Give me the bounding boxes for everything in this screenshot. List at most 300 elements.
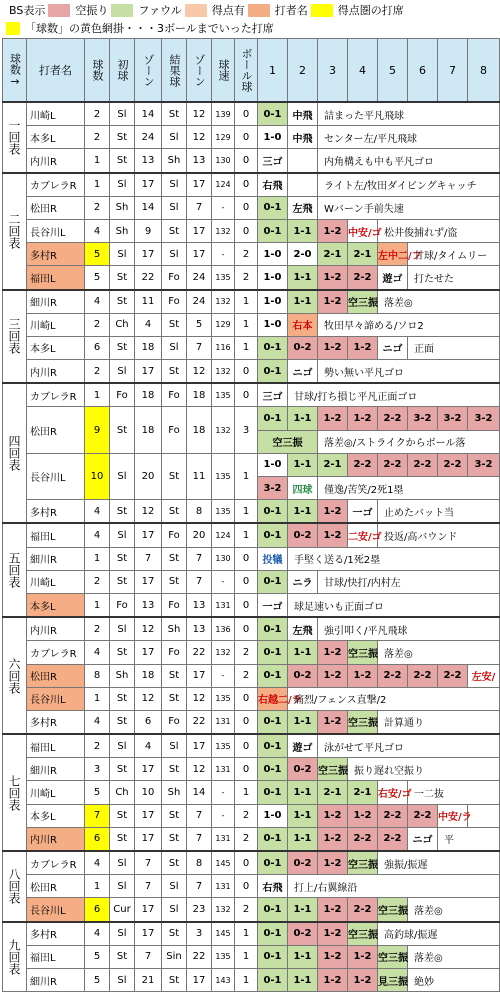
batter-name: 多村R xyxy=(27,500,85,524)
legend-bs: BS表示 xyxy=(9,3,46,17)
pitch-speed: 132 xyxy=(212,407,235,453)
zone-first: 12 xyxy=(135,687,162,710)
result-comment: 球足速いも正面ゴロ xyxy=(288,593,500,617)
ball-count: 1 xyxy=(235,945,258,968)
first-pitch: Sl xyxy=(110,875,135,898)
count-cell: 空三振 xyxy=(348,851,378,875)
inning-label: 九回表 xyxy=(3,922,27,992)
pitch-speed: 124 xyxy=(212,173,235,197)
pitch-count: 2 xyxy=(85,360,110,384)
count-cell: 0-1 xyxy=(258,641,288,664)
ball-count: 0 xyxy=(235,710,258,734)
zone-first: 17 xyxy=(135,827,162,851)
pitch-count: 1 xyxy=(85,687,110,710)
result-comment: センター左/平凡飛球 xyxy=(318,126,500,149)
walk-result: 四球 xyxy=(288,477,318,500)
table-row xyxy=(3,687,500,710)
header-col-1: 1 xyxy=(258,39,288,103)
count-cell: 0-1 xyxy=(258,781,288,804)
zone-result: 17 xyxy=(187,664,212,687)
inning-label: 三回表 xyxy=(3,290,27,384)
ball-count: 1 xyxy=(235,922,258,946)
count-cell: 0-2 xyxy=(288,851,318,875)
legend-row-1 xyxy=(6,2,407,18)
zone-result: 18 xyxy=(187,383,212,407)
pitch-count: 6 xyxy=(85,898,110,922)
batter-name: 内川R xyxy=(27,149,85,173)
result-pitch: St xyxy=(162,547,187,570)
table-row xyxy=(3,875,500,898)
header-col-2: 2 xyxy=(288,39,318,103)
count-cell: 2-2 xyxy=(378,407,408,430)
ball-count: 0 xyxy=(235,126,258,149)
count-cell: 2-1 xyxy=(318,781,348,804)
pitch-table xyxy=(2,38,500,992)
result-comment: ライト左/牧田ダイビングキャッチ xyxy=(318,173,500,197)
count-cell: 中飛 xyxy=(288,126,318,149)
count-cell: 0-1 xyxy=(258,664,288,687)
count-cell: 空三振 xyxy=(348,641,378,664)
count-cell: 3-2 xyxy=(408,407,438,430)
count-cell: 1-1 xyxy=(288,827,318,851)
count-cell: 1-2 xyxy=(318,968,348,991)
zone-result: 24 xyxy=(187,266,212,290)
count-cell: 2-2 xyxy=(408,664,438,687)
table-body xyxy=(3,102,500,992)
first-pitch: Sl xyxy=(110,523,135,547)
count-cell: 1-2 xyxy=(318,641,348,664)
zone-result: 12 xyxy=(187,687,212,710)
first-pitch: St xyxy=(110,687,135,710)
ball-count: 1 xyxy=(235,500,258,524)
legend-batter: 打者名 xyxy=(274,3,308,17)
legend-row-2 xyxy=(6,20,277,36)
result-pitch: Sl xyxy=(162,875,187,898)
result-comment: 落差◎ xyxy=(408,945,500,968)
result-comment: 高釣球/振遅 xyxy=(378,922,500,946)
count-cell: 0-1 xyxy=(258,710,288,734)
pitch-speed: 129 xyxy=(212,313,235,336)
inning-label: 二回表 xyxy=(3,173,27,290)
first-pitch: St xyxy=(110,336,135,359)
count-cell: 遊ゴ xyxy=(378,266,408,290)
first-pitch: St xyxy=(110,290,135,314)
count-cell: 2-2 xyxy=(348,453,378,476)
pitch-count: 1 xyxy=(85,173,110,197)
count-cell: 1-2 xyxy=(348,407,378,430)
ball-count: 3 xyxy=(235,407,258,453)
zone-result: 20 xyxy=(187,523,212,547)
batter-name: 本多L xyxy=(27,126,85,149)
count-cell: 3-2 xyxy=(258,477,288,500)
count-cell: 2-1 xyxy=(318,453,348,476)
zone-first: 7 xyxy=(135,945,162,968)
table-row xyxy=(3,219,500,242)
pitch-count: 4 xyxy=(85,290,110,314)
legend-3ball-swatch xyxy=(6,22,20,35)
count-cell: 2-2 xyxy=(348,266,378,290)
zone-first: 17 xyxy=(135,641,162,664)
table-row xyxy=(3,102,500,126)
result-pitch: St xyxy=(162,804,187,827)
zone-first: 17 xyxy=(135,922,162,946)
batter-name: 長谷川L xyxy=(27,453,85,499)
first-pitch: Sl xyxy=(110,453,135,499)
strikeout-result: 空三振 xyxy=(258,430,318,453)
count-cell: 1-0 xyxy=(258,243,288,266)
count-cell: 右飛 xyxy=(258,173,288,197)
table-row xyxy=(3,641,500,664)
pitch-count: 6 xyxy=(85,336,110,359)
ball-count: 0 xyxy=(235,570,258,593)
batter-name: カブレラR xyxy=(27,383,85,407)
count-cell: 1-0 xyxy=(258,804,288,827)
pitch-speed: - xyxy=(212,804,235,827)
count-cell: 0-1 xyxy=(258,898,288,922)
pitch-speed: 143 xyxy=(212,968,235,991)
zone-result: 11 xyxy=(187,453,212,499)
legend-risp-swatch xyxy=(311,4,333,17)
zone-first: 18 xyxy=(135,336,162,359)
ball-count: 0 xyxy=(235,219,258,242)
legend-score: 得点有 xyxy=(211,3,245,17)
pitch-speed: 145 xyxy=(212,922,235,946)
table-row xyxy=(3,453,500,476)
batter-name: カブレラR xyxy=(27,173,85,197)
pitch-speed: 116 xyxy=(212,336,235,359)
pitch-speed: 131 xyxy=(212,827,235,851)
first-pitch: Sl xyxy=(110,734,135,758)
count-cell: 1-1 xyxy=(288,804,318,827)
zone-result: 8 xyxy=(187,851,212,875)
zone-result: 13 xyxy=(187,149,212,173)
pitch-speed: 129 xyxy=(212,126,235,149)
legend-batter-swatch xyxy=(248,4,270,17)
count-cell: 空三振 xyxy=(348,290,378,314)
ball-count: 2 xyxy=(235,898,258,922)
table-row xyxy=(3,968,500,991)
result-comment: 打たせた xyxy=(408,266,500,290)
result-pitch: Sl xyxy=(162,126,187,149)
pitch-count: 5 xyxy=(85,968,110,991)
ball-count: 0 xyxy=(235,758,258,781)
count-cell: 1-0 xyxy=(258,266,288,290)
ball-count: 0 xyxy=(235,360,258,384)
batter-name: 細川R xyxy=(27,758,85,781)
header-col-7: 7 xyxy=(438,39,468,103)
count-cell: 1-2 xyxy=(318,710,348,734)
batter-name: カブレラR xyxy=(27,641,85,664)
pitch-speed: 136 xyxy=(212,617,235,641)
count-cell: 1-1 xyxy=(288,710,318,734)
pitch-count: 3 xyxy=(85,758,110,781)
header-zone: ゾーン xyxy=(135,39,162,103)
result-comment: 止めたバット当 xyxy=(378,500,500,524)
first-pitch: St xyxy=(110,945,135,968)
zone-result: 7 xyxy=(187,804,212,827)
first-pitch: Sh xyxy=(110,664,135,687)
ball-count: 2 xyxy=(235,804,258,827)
result-comment: 落差◎/ストライクからボール落 xyxy=(318,430,500,453)
count-cell: 1-2 xyxy=(318,664,348,687)
table-row xyxy=(3,617,500,641)
count-cell: 左安/ xyxy=(468,664,500,687)
pitch-count: 1 xyxy=(85,593,110,617)
result-comment: 振り遅れ空振り xyxy=(348,758,500,781)
table-row xyxy=(3,149,500,173)
pitch-count: 2 xyxy=(85,126,110,149)
pitch-speed: 132 xyxy=(212,219,235,242)
first-pitch: St xyxy=(110,266,135,290)
zone-first: 13 xyxy=(135,149,162,173)
inning-label: 五回表 xyxy=(3,523,27,617)
first-pitch: Ch xyxy=(110,313,135,336)
zone-first: 17 xyxy=(135,243,162,266)
table-row xyxy=(3,126,500,149)
pitch-speed: 135 xyxy=(212,734,235,758)
batter-name: 本多L xyxy=(27,593,85,617)
zone-result: 5 xyxy=(187,313,212,336)
batter-name: 川崎L xyxy=(27,781,85,804)
zone-first: 7 xyxy=(135,875,162,898)
pitch-speed: - xyxy=(212,243,235,266)
table-row xyxy=(3,664,500,687)
result-pitch: Fo xyxy=(162,407,187,453)
ball-count: 2 xyxy=(235,664,258,687)
count-cell: 0-1 xyxy=(258,360,288,384)
zone-first: 7 xyxy=(135,547,162,570)
pitch-count: 4 xyxy=(85,710,110,734)
batter-name: 松田R xyxy=(27,407,85,453)
table-row xyxy=(3,173,500,197)
pitch-count: 4 xyxy=(85,851,110,875)
table-row xyxy=(3,500,500,524)
count-cell: 0-1 xyxy=(258,758,288,781)
zone-result: 7 xyxy=(187,336,212,359)
pitch-speed: 135 xyxy=(212,383,235,407)
count-cell: 0-1 xyxy=(258,336,288,359)
count-cell: 右越二/ラ xyxy=(258,687,288,710)
result-pitch: Fo xyxy=(162,641,187,664)
count-cell: 1-0 xyxy=(258,453,288,476)
result-comment: 内角構えも中も平凡ゴロ xyxy=(318,149,500,173)
pitch-speed: 131 xyxy=(212,875,235,898)
batter-name: 松田R xyxy=(27,664,85,687)
table-row xyxy=(3,360,500,384)
count-cell: 左飛 xyxy=(288,617,318,641)
pitch-speed: 135 xyxy=(212,500,235,524)
first-pitch: St xyxy=(110,804,135,827)
first-pitch: Sh xyxy=(110,219,135,242)
count-cell: 一ゴ xyxy=(348,500,378,524)
pitch-speed: - xyxy=(212,664,235,687)
count-cell: 0-1 xyxy=(258,617,288,641)
table-row xyxy=(3,196,500,219)
result-comment: 正面 xyxy=(408,336,500,359)
count-cell: 0-1 xyxy=(258,570,288,593)
zone-first: 17 xyxy=(135,804,162,827)
first-pitch: St xyxy=(110,758,135,781)
first-pitch: St xyxy=(110,547,135,570)
pitch-speed: 135 xyxy=(212,453,235,499)
count-cell: 0-1 xyxy=(258,523,288,547)
ball-count: 2 xyxy=(235,266,258,290)
pitch-speed: 130 xyxy=(212,149,235,173)
first-pitch: St xyxy=(110,126,135,149)
zone-result: 22 xyxy=(187,710,212,734)
count-cell: 1-0 xyxy=(258,126,288,149)
batter-name: 福田L xyxy=(27,945,85,968)
batter-name: 内川R xyxy=(27,360,85,384)
first-pitch: Sl xyxy=(110,360,135,384)
result-pitch: Sl xyxy=(162,734,187,758)
result-comment: 絶妙 xyxy=(408,968,500,991)
count-cell: 1-2 xyxy=(348,336,378,359)
table-row xyxy=(3,804,500,827)
first-pitch: Cur xyxy=(110,898,135,922)
ball-count: 0 xyxy=(235,547,258,570)
result-pitch: Sin xyxy=(162,945,187,968)
pitch-count: 2 xyxy=(85,313,110,336)
zone-first: 7 xyxy=(135,851,162,875)
table-row xyxy=(3,827,500,851)
result-pitch: St xyxy=(162,968,187,991)
result-comment: 松井俊捕れず/盗 xyxy=(378,219,500,242)
count-cell: 左飛 xyxy=(288,196,318,219)
ball-count: 1 xyxy=(235,968,258,991)
result-pitch: St xyxy=(162,570,187,593)
first-pitch: Sh xyxy=(110,196,135,219)
zone-result: 7 xyxy=(187,547,212,570)
result-comment: 詰まった平凡飛球 xyxy=(318,102,500,126)
zone-result: 17 xyxy=(187,243,212,266)
count-cell: 遊ゴ xyxy=(288,734,318,758)
first-pitch: Sl xyxy=(110,243,135,266)
ball-count: 0 xyxy=(235,593,258,617)
pitch-speed: 131 xyxy=(212,758,235,781)
result-comment: 甘球/打ち損じ平凡正面ゴロ xyxy=(288,383,500,407)
inning-label: 八回表 xyxy=(3,851,27,922)
result-comment: 計算通り xyxy=(378,710,500,734)
count-cell: 一ゴ xyxy=(258,593,288,617)
pitch-count: 8 xyxy=(85,664,110,687)
pitch-count: 5 xyxy=(85,243,110,266)
count-cell: 1-1 xyxy=(288,641,318,664)
count-cell: 1-1 xyxy=(288,266,318,290)
count-cell: 3-2 xyxy=(468,453,500,476)
batter-name: 細川R xyxy=(27,290,85,314)
zone-result: 12 xyxy=(187,102,212,126)
pitch-speed: 132 xyxy=(212,898,235,922)
count-cell: 1-1 xyxy=(288,968,318,991)
ball-count: 1 xyxy=(235,523,258,547)
legend-foul-swatch xyxy=(111,4,133,17)
header-pitches: 球数 xyxy=(85,39,110,103)
table-row xyxy=(3,898,500,922)
ball-count: 2 xyxy=(235,243,258,266)
result-comment xyxy=(468,804,500,827)
count-cell: 1-2 xyxy=(318,336,348,359)
pitch-count: 7 xyxy=(85,804,110,827)
zone-first: 20 xyxy=(135,453,162,499)
result-pitch: Sh xyxy=(162,149,187,173)
count-cell: ニラ xyxy=(288,570,318,593)
zone-result: 7 xyxy=(187,196,212,219)
count-cell: 中安/ラ xyxy=(438,804,468,827)
count-cell: 0-2 xyxy=(288,523,318,547)
count-cell: 右飛 xyxy=(258,875,288,898)
result-comment: 手堅く送る/1死2塁 xyxy=(288,547,500,570)
result-pitch: St xyxy=(162,827,187,851)
table-row xyxy=(3,570,500,593)
zone-first: 17 xyxy=(135,360,162,384)
count-cell: 0-1 xyxy=(258,500,288,524)
inning-label: 一回表 xyxy=(3,102,27,173)
zone-first: 18 xyxy=(135,383,162,407)
header-inning: 球数→ xyxy=(3,39,27,103)
ball-count: 1 xyxy=(235,453,258,499)
header-col-8: 8 xyxy=(468,39,500,103)
count-cell: 1-2 xyxy=(348,804,378,827)
ball-count: 2 xyxy=(235,641,258,664)
ball-count: 0 xyxy=(235,875,258,898)
result-comment: 強引叩く/平凡飛球 xyxy=(318,617,500,641)
table-row xyxy=(3,758,500,781)
pitch-count: 5 xyxy=(85,266,110,290)
count-cell: 0-1 xyxy=(258,407,288,430)
pitch-speed: 124 xyxy=(212,523,235,547)
count-cell: 1-1 xyxy=(288,407,318,430)
first-pitch: St xyxy=(110,570,135,593)
zone-first: 13 xyxy=(135,593,162,617)
legend-3ball: 「球数」の黄色網掛・・・3ボールまでいった打席 xyxy=(25,21,274,35)
table-row xyxy=(3,407,500,430)
result-pitch: Sl xyxy=(162,173,187,197)
zone-first: 14 xyxy=(135,196,162,219)
result-comment: 甘球/タイムリー xyxy=(408,243,500,266)
pitch-count: 4 xyxy=(85,523,110,547)
pitch-speed: 135 xyxy=(212,687,235,710)
count-cell: ニゴ xyxy=(378,336,408,359)
count-cell: 左中二/フ xyxy=(378,243,408,266)
count-cell: 空三振 xyxy=(378,898,408,922)
count-cell: 0-2 xyxy=(288,336,318,359)
count-cell: 3-2 xyxy=(468,407,500,430)
count-cell: 1-2 xyxy=(318,523,348,547)
first-pitch: Sl xyxy=(110,617,135,641)
header-result-pitch: 結果球 xyxy=(162,39,187,103)
pitch-speed: 130 xyxy=(212,547,235,570)
count-cell: 0-2 xyxy=(288,922,318,946)
result-comment: 平 xyxy=(438,827,500,851)
pitch-count: 2 xyxy=(85,617,110,641)
zone-first: 12 xyxy=(135,617,162,641)
count-cell xyxy=(288,173,318,197)
count-cell: 2-1 xyxy=(348,243,378,266)
header-col-5: 5 xyxy=(378,39,408,103)
first-pitch: Sl xyxy=(110,851,135,875)
legend-swing-swatch xyxy=(48,4,70,17)
zone-first: 17 xyxy=(135,898,162,922)
result-pitch: Fo xyxy=(162,290,187,314)
count-cell: 0-1 xyxy=(258,945,288,968)
table-row xyxy=(3,336,500,359)
ball-count: 2 xyxy=(235,827,258,851)
zone-first: 21 xyxy=(135,968,162,991)
pitch-speed: 135 xyxy=(212,945,235,968)
result-comment: 僅逸/苦笑/2死1塁 xyxy=(318,477,500,500)
count-cell: 1-1 xyxy=(288,290,318,314)
